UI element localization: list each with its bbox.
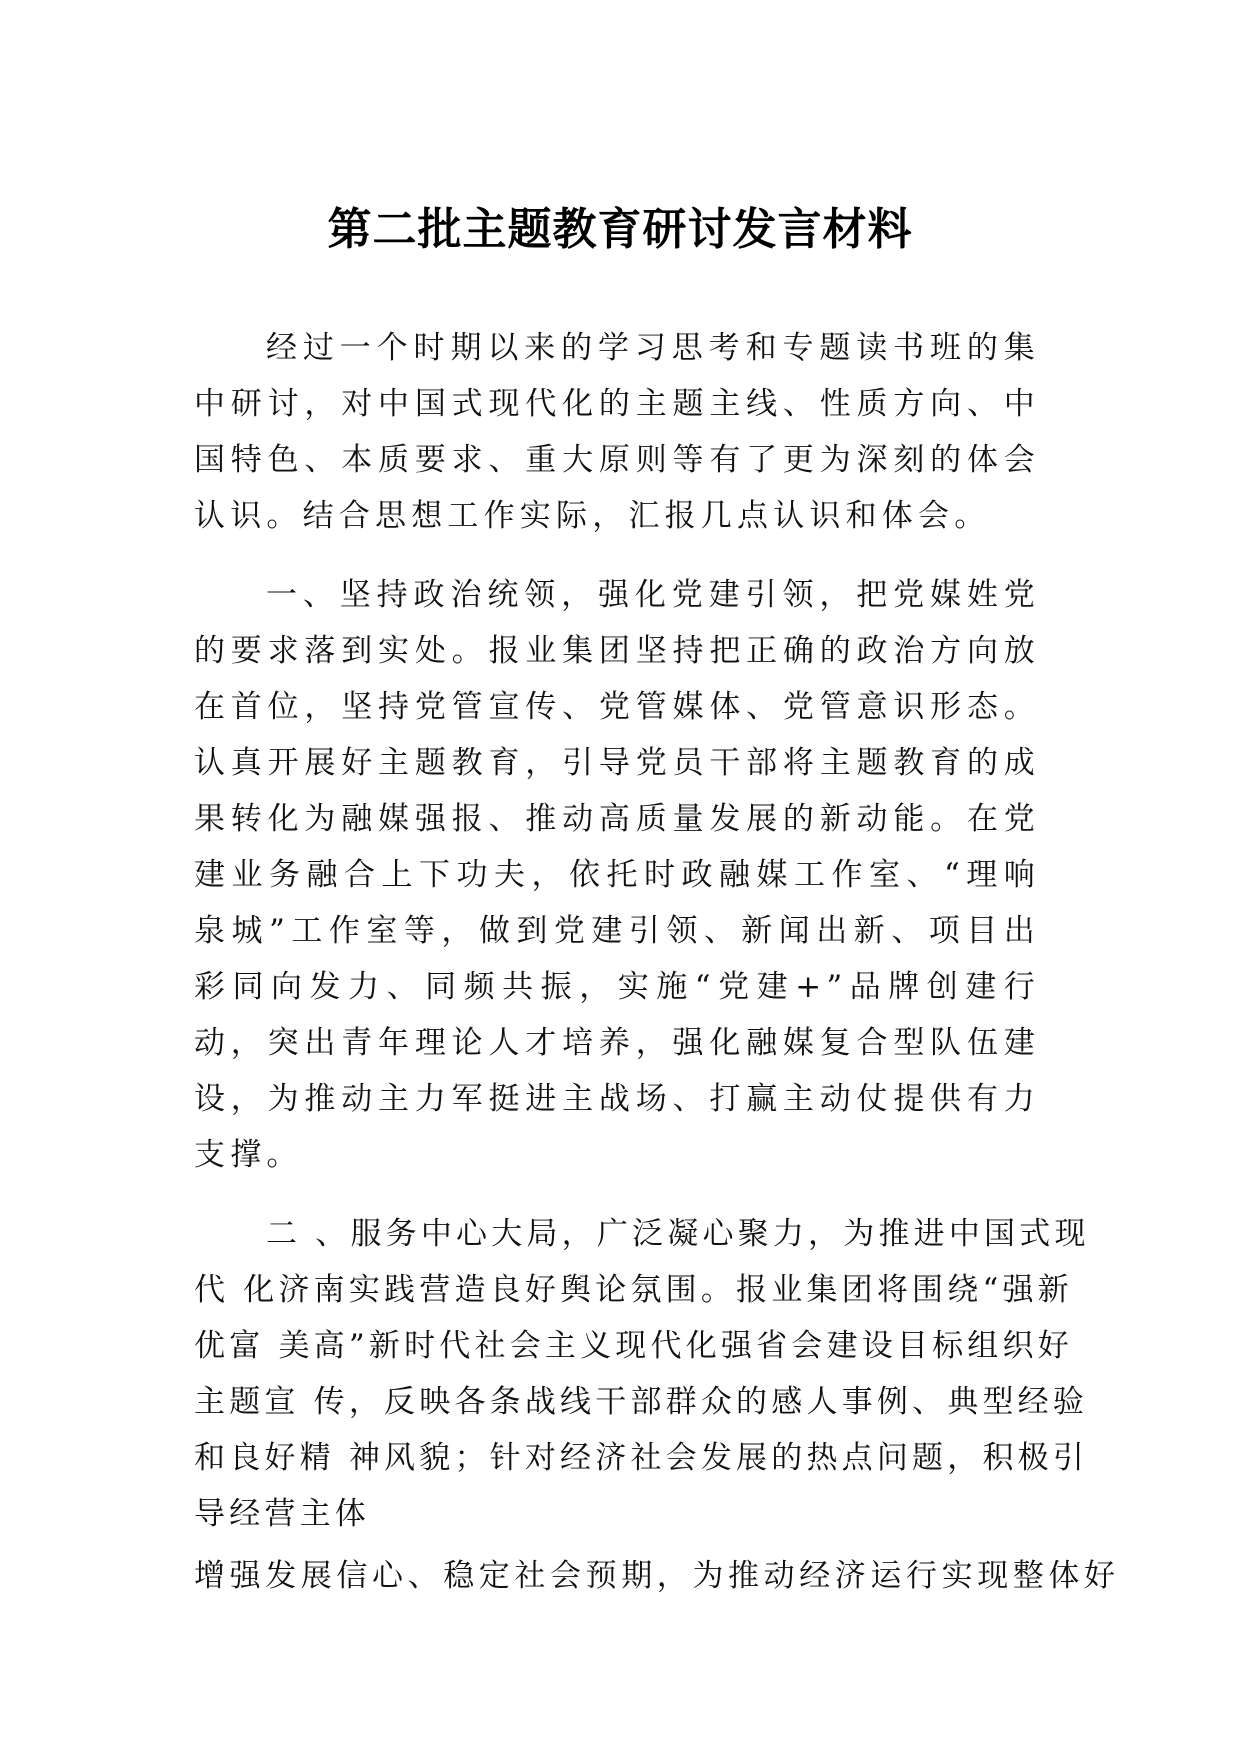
section-two-line: 和良好精 神风貌；针对经济社会发展的热点问题，积极引 <box>194 1440 1089 1476</box>
section-two-line: 优富 美高”新时代社会主义现代化强省会建设目标组织好 <box>194 1328 1073 1364</box>
section-two-line: 导经营主体 <box>194 1496 370 1532</box>
paragraph-section-one: 一、坚持政治统领，强化党建引领，把党媒姓党的要求落到实处。报业集团坚持把正确的政治方向放在首位，坚持党管宣传、党管媒体、党管意识形态。认真开展好主题教育，引导党员干部将主题教育的成果转化为融媒强报、推动高质量发展的新动能。在党建业务融合上下功夫，依托时政融媒工作室、“理响泉城”工作室等，做到党建引领、新闻出新、项目出彩同向发力、同频共振，实施“党建+”品牌创建行动，突出青年理论人才培养，强化融媒复合型队伍建设，为推动主力军挺进主战场、打赢主动仗提供有力支撑。 <box>194 577 1040 1173</box>
section-two-line: 二 、服务中心大局，广泛凝心聚力，为推进中国式现 <box>266 1216 1090 1252</box>
document-title: 第二批主题教育研讨发言材料 <box>327 204 913 255</box>
document-body <box>194 320 1120 1604</box>
section-two-tail-line: 增强发展信心、稳定社会预期，为推动经济运行实现整体好 <box>194 1558 1120 1594</box>
section-two-line: 代 化济南实践营造良好舆论氛围。报业集团将围绕“强新 <box>194 1272 1073 1308</box>
section-two-line: 主题宣 传，反映各条战线干部群众的感人事例、典型经验 <box>194 1384 1089 1420</box>
paragraph-section-two <box>194 1206 1120 1604</box>
paragraph-intro: 经过一个时期以来的学习思考和专题读书班的集中研讨，对中国式现代化的主题主线、性质方向、中国特色、本质要求、重大原则等有了更为深刻的体会认识。结合思想工作实际，汇报几点认识和体会。 <box>194 330 1040 534</box>
